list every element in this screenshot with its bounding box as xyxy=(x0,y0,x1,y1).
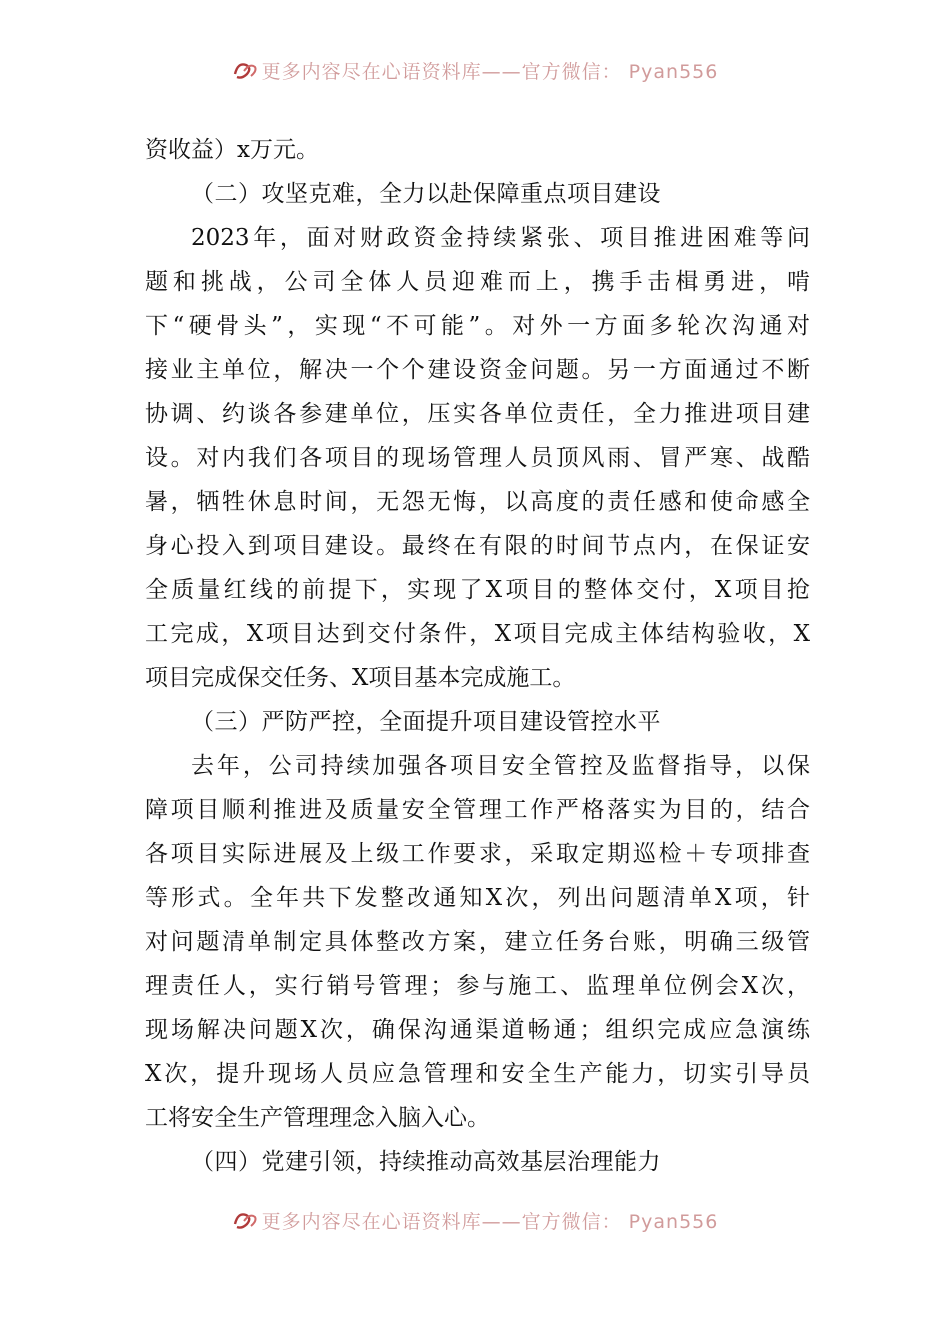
paragraph-line: 现场解决问题X次，确保沟通渠道畅通；组织完成应急演练 xyxy=(145,1017,810,1043)
paragraph-line: 资收益）x万元。 xyxy=(145,137,319,163)
watermark-logo-icon xyxy=(232,59,258,81)
watermark-text: 更多内容尽在心语资料库——官方微信： Pyan556 xyxy=(261,1210,719,1233)
paragraph-line: 暑，牺牲休息时间，无怨无悔，以高度的责任感和使命感全 xyxy=(145,489,810,515)
paragraph-line: 工完成，X项目达到交付条件，X项目完成主体结构验收，X xyxy=(145,621,810,647)
document-body xyxy=(145,128,810,1184)
watermark-header xyxy=(0,56,950,84)
section-heading-2: （二）攻坚克难，全力以赴保障重点项目建设 xyxy=(191,181,661,207)
watermark-text: 更多内容尽在心语资料库——官方微信： Pyan556 xyxy=(261,60,719,83)
paragraph-line: 下“硬骨头”，实现“不可能”。对外一方面多轮次沟通对 xyxy=(145,313,810,339)
paragraph-line: 设。对内我们各项目的现场管理人员顶风雨、冒严寒、战酷 xyxy=(145,445,810,471)
section-heading-3: （三）严防严控，全面提升项目建设管控水平 xyxy=(191,709,661,735)
paragraph-line: 协调、约谈各参建单位，压实各单位责任，全力推进项目建 xyxy=(145,401,810,427)
paragraph-line: 理责任人，实行销号管理；参与施工、监理单位例会X次， xyxy=(145,973,810,999)
paragraph-line: 各项目实际进展及上级工作要求，采取定期巡检＋专项排查 xyxy=(145,841,810,867)
paragraph-line: 身心投入到项目建设。最终在有限的时间节点内，在保证安 xyxy=(145,533,810,559)
paragraph-line: 题和挑战，公司全体人员迎难而上，携手击楫勇进，啃 xyxy=(145,269,810,295)
paragraph-line: X次，提升现场人员应急管理和安全生产能力，切实引导员 xyxy=(145,1061,810,1087)
paragraph-line: 工将安全生产管理理念入脑入心。 xyxy=(145,1105,490,1131)
paragraph-line: 接业主单位，解决一个个建设资金问题。另一方面通过不断 xyxy=(145,357,810,383)
paragraph-line: 全质量红线的前提下，实现了X项目的整体交付，X项目抢 xyxy=(145,577,810,603)
section-heading-4: （四）党建引领，持续推动高效基层治理能力 xyxy=(191,1149,661,1175)
paragraph-line: 去年，公司持续加强各项目安全管控及监督指导，以保 xyxy=(191,753,810,779)
paragraph-line: 2023年，面对财政资金持续紧张、项目推进困难等问 xyxy=(191,225,810,251)
watermark-footer xyxy=(0,1206,950,1234)
watermark-logo-icon xyxy=(232,1209,258,1231)
paragraph-line: 对问题清单制定具体整改方案，建立任务台账，明确三级管 xyxy=(145,929,810,955)
paragraph-line: 等形式。全年共下发整改通知X次，列出问题清单X项，针 xyxy=(145,885,810,911)
paragraph-line: 项目完成保交任务、X项目基本完成施工。 xyxy=(145,665,576,691)
paragraph-line: 障项目顺利推进及质量安全管理工作严格落实为目的，结合 xyxy=(145,797,810,823)
